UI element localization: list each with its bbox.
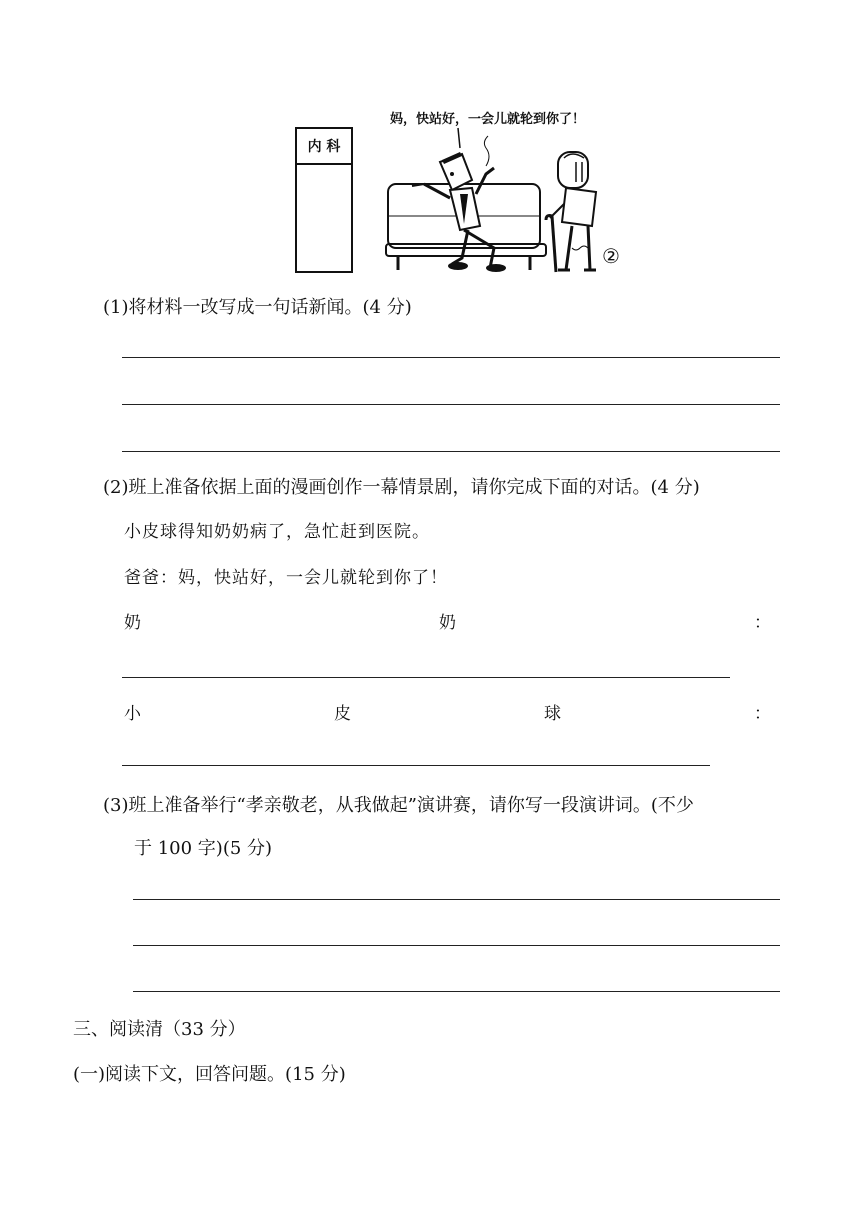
comic-speech-text: 妈，快站好，一会儿就轮到你了！ — [390, 112, 586, 127]
xiaopiqiu-char: 小 — [124, 704, 142, 724]
answer-line[interactable] — [133, 945, 780, 946]
dialogue-dad-line: 爸爸：妈，快站好，一会儿就轮到你了！ — [124, 568, 448, 588]
xiaopiqiu-char: 皮 — [334, 704, 352, 724]
question-3-prompt-line1: (3)班上准备举行“孝亲敬老，从我做起”演讲赛，请你写一段演讲词。(不少 — [103, 795, 694, 816]
comic-illustration — [290, 108, 630, 278]
grandma-char: 奶 — [124, 613, 142, 633]
section-3-heading: 三、阅读清（33 分） — [73, 1019, 246, 1040]
answer-line[interactable] — [122, 451, 780, 452]
grandma-char: 奶 — [439, 613, 457, 633]
section-3-subheading: (一)阅读下文，回答问题。(15 分) — [73, 1064, 346, 1085]
question-2-context: 小皮球得知奶奶病了，急忙赶到医院。 — [124, 522, 430, 542]
comic-sign-label: 内 科 — [307, 139, 341, 155]
dialogue-grandma-label — [124, 612, 772, 634]
answer-line[interactable] — [133, 991, 780, 992]
answer-line-grandma[interactable] — [122, 677, 730, 678]
answer-line[interactable] — [122, 357, 780, 358]
answer-line[interactable] — [122, 404, 780, 405]
question-2-prompt: (2)班上准备依据上面的漫画创作一幕情景剧，请你完成下面的对话。(4 分) — [103, 477, 700, 498]
answer-line-xiaopiqiu[interactable] — [122, 765, 710, 766]
grandma-colon: ： — [754, 613, 772, 633]
dialogue-xiaopiqiu-label — [124, 703, 772, 725]
xiaopiqiu-char: 球 — [544, 704, 562, 724]
comic-drawing — [290, 108, 630, 278]
xiaopiqiu-colon: ： — [754, 704, 772, 724]
question-1-prompt: (1)将材料一改写成一句话新闻。(4 分) — [103, 297, 412, 318]
question-3-prompt-line2: 于 100 字)(5 分) — [134, 838, 273, 859]
answer-line[interactable] — [133, 899, 780, 900]
comic-number-badge: ② — [602, 244, 620, 268]
